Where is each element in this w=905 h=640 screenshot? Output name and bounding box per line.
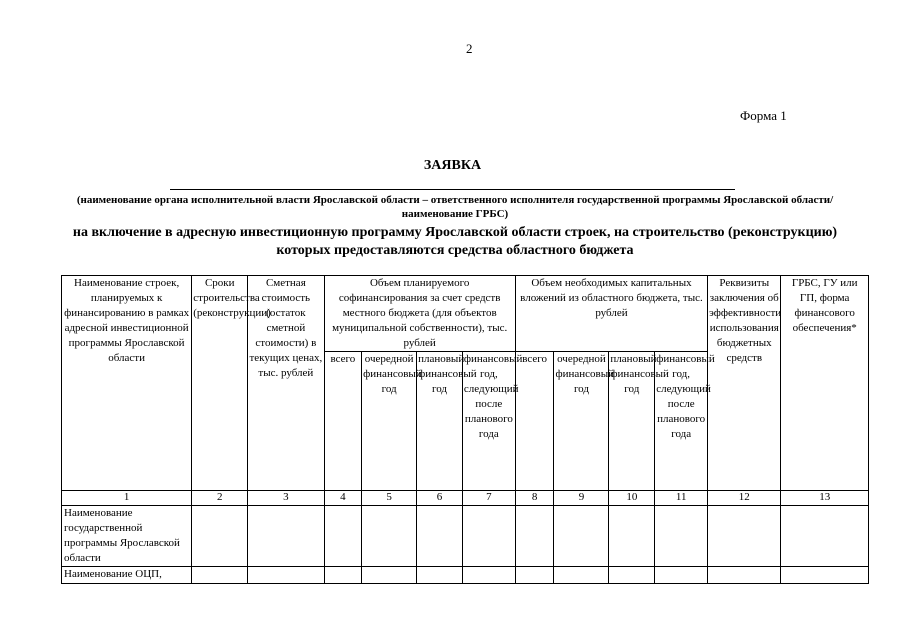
column-number: 7 (462, 491, 515, 506)
table-cell (324, 506, 362, 567)
subtitle: (наименование органа исполнительной власти Ярославской области – ответственного исполнителя государственной программы Ярославской области/ наименование ГРБС) (76, 194, 834, 220)
header-sroki: Сроки строительства (реконструкции) (192, 276, 248, 491)
header-local-after: финансовый год, следующий после планового года (462, 352, 515, 491)
column-number: 13 (781, 491, 869, 506)
table-cell (655, 506, 708, 567)
header-smetnaya-stoimost: Сметная стоимость (остаток сметной стоимости) в текущих ценах, тыс. рублей (248, 276, 324, 491)
table-cell (362, 567, 417, 584)
header-stroyki: Наименование строек, планируемых к финансированию в рамках адресной инвестиционной программы Ярославской области (62, 276, 192, 491)
table-cell (417, 567, 463, 584)
column-number: 1 (62, 491, 192, 506)
table-cell (515, 567, 554, 584)
table-cell (248, 506, 324, 567)
table-row (62, 567, 869, 584)
header-local-plan: плановый финансовый год (417, 352, 463, 491)
heading: на включение в адресную инвестиционную программу Ярославской области строек, на строительство (реконструкцию) которых предоставляются средства областного бюджета (72, 225, 838, 258)
name-underline (170, 189, 735, 190)
table-cell (554, 567, 609, 584)
table-cell (515, 506, 554, 567)
table-cell (781, 567, 869, 584)
header-regional-next: очередной финансовый год (554, 352, 609, 491)
request-table (61, 275, 869, 584)
column-number: 12 (708, 491, 781, 506)
header-local-next: очередной финансовый год (362, 352, 417, 491)
document-title: ЗАЯВКА (423, 158, 482, 173)
column-numbers-row (62, 491, 869, 506)
table-cell (655, 567, 708, 584)
header-grbs: ГРБС, ГУ или ГП, форма финансового обеспечения* (781, 276, 869, 491)
table-cell (417, 506, 463, 567)
column-number: 5 (362, 491, 417, 506)
table-cell (708, 567, 781, 584)
column-number: 11 (655, 491, 708, 506)
table-cell (362, 506, 417, 567)
table-cell (324, 567, 362, 584)
table-cell (781, 506, 869, 567)
table-cell (192, 567, 248, 584)
column-number: 3 (248, 491, 324, 506)
column-number: 8 (515, 491, 554, 506)
table-row (62, 506, 869, 567)
header-regional-after: финансовый год, следующий после планового года (655, 352, 708, 491)
header-group-local: Объем планируемого софинансирования за счет средств местного бюджета (для объектов муниципальной собственности), тыс. рублей (324, 276, 515, 352)
page-number: 2 (466, 41, 473, 56)
header-group-regional: Объем необходимых капитальных вложений из областного бюджета, тыс. рублей (515, 276, 707, 352)
table-cell (609, 506, 655, 567)
column-number: 10 (609, 491, 655, 506)
column-number: 6 (417, 491, 463, 506)
table-cell (248, 567, 324, 584)
table-cell (554, 506, 609, 567)
column-number: 9 (554, 491, 609, 506)
table-cell (192, 506, 248, 567)
header-rekvizity: Реквизиты заключения об эффективности использования бюджетных средств (708, 276, 781, 491)
column-number: 2 (192, 491, 248, 506)
table-cell (462, 567, 515, 584)
table-cell (609, 567, 655, 584)
header-local-total: всего (324, 352, 362, 491)
column-number: 4 (324, 491, 362, 506)
header-regional-total: всего (515, 352, 554, 491)
row-label-ocp: Наименование ОЦП, (62, 567, 192, 584)
form-label: Форма 1 (740, 108, 787, 123)
header-regional-plan: плановый финансовый год (609, 352, 655, 491)
row-label-program: Наименование государственной программы Ярославской области (62, 506, 192, 567)
table-cell (708, 506, 781, 567)
table-cell (462, 506, 515, 567)
